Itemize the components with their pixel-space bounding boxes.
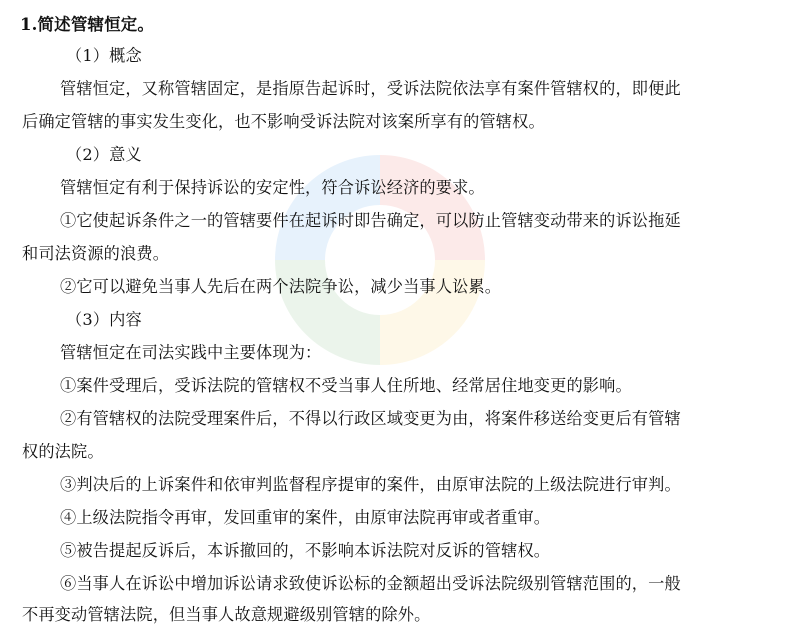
content-item-1: ①案件受理后，受诉法院的管辖权不受当事人住所地、经常居住地变更的影响。 (60, 376, 632, 395)
significance-intro: 管辖恒定有利于保持诉讼的安定性，符合诉讼经济的要求。 (60, 178, 485, 197)
content-item-2-line-1: ②有管辖权的法院受理案件后，不得以行政区域变更为由，将案件移送给变更后有管辖 (60, 409, 681, 428)
content-item-3: ③判决后的上诉案件和依审判监督程序提审的案件，由原审法院的上级法院进行审判。 (60, 475, 681, 494)
section-label-concept: （1）概念 (66, 46, 142, 65)
significance-item-1-line-2: 和司法资源的浪费。 (22, 244, 170, 263)
content-item-4: ④上级法院指令再审，发回重审的案件，由原审法院再审或者重审。 (60, 508, 551, 527)
concept-paragraph-line-2: 后确定管辖的事实发生变化，也不影响受诉法院对该案所享有的管辖权。 (22, 112, 545, 131)
section-label-content: （3）内容 (66, 310, 142, 329)
content-item-5: ⑤被告提起反诉后，本诉撤回的，不影响本诉法院对反诉的管辖权。 (60, 541, 551, 560)
page-title: 1.简述管辖恒定。 (20, 15, 155, 34)
significance-item-2: ②它可以避免当事人先后在两个法院争讼，减少当事人讼累。 (60, 277, 502, 296)
content-intro: 管辖恒定在司法实践中主要体现为： (60, 343, 322, 362)
content-item-2-line-2: 权的法院。 (22, 442, 104, 461)
section-label-significance: （2）意义 (66, 145, 142, 164)
content-item-6-line-2: 不再变动管辖法院，但当事人故意规避级别管辖的除外。 (22, 605, 431, 624)
significance-item-1-line-1: ①它使起诉条件之一的管辖要件在起诉时即告确定，可以防止管辖变动带来的诉讼拖延 (60, 211, 681, 230)
content-item-6-line-1: ⑥当事人在诉讼中增加诉讼请求致使诉讼标的金额超出受诉法院级别管辖范围的，一般 (60, 574, 681, 593)
concept-paragraph-line-1: 管辖恒定，又称管辖固定，是指原告起诉时，受诉法院依法享有案件管辖权的，即便此 (60, 79, 681, 98)
